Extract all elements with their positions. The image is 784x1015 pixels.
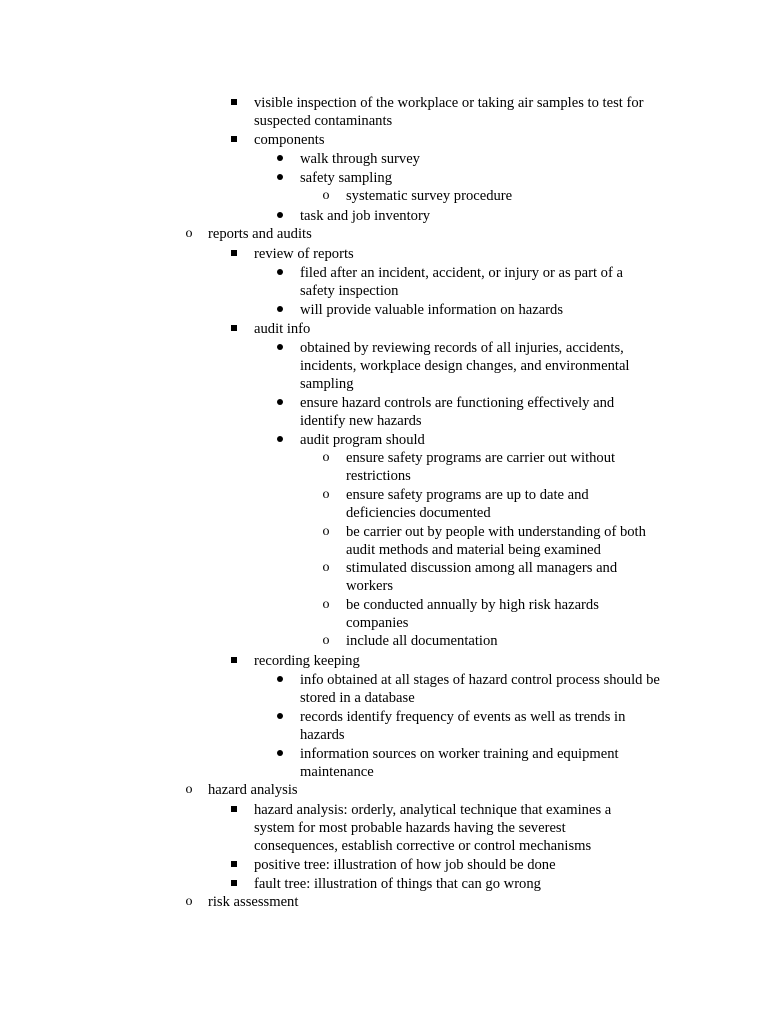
square-bullet-icon	[228, 856, 240, 874]
square-bullet-icon	[228, 245, 240, 263]
list-item: recording keeping	[254, 653, 360, 669]
disc-bullet-icon	[274, 207, 286, 225]
square-bullet-icon	[228, 94, 240, 112]
list-item: risk assessment	[208, 894, 299, 910]
list-item: review of reports	[254, 246, 354, 262]
disc-bullet-icon	[274, 169, 286, 187]
square-bullet-icon	[228, 131, 240, 149]
list-item: safety sampling	[300, 170, 393, 186]
list-item: systematic survey procedure	[346, 188, 513, 204]
square-bullet-icon	[228, 801, 240, 819]
list-item: audit info	[254, 321, 311, 337]
list-item: reports and audits	[208, 226, 312, 242]
list-item: walk through survey	[300, 151, 420, 167]
list-item: hazard analysis: orderly, analytical technique that examines a system for most probable hazards having the severest consequences, establish corrective or control mechanisms	[254, 802, 612, 854]
disc-bullet-icon	[274, 671, 286, 689]
list-item: filed after an incident, accident, or injury or as part of a safety inspection	[300, 265, 623, 299]
list-item: information sources on worker training and equipment maintenance	[300, 746, 619, 780]
list-item: visible inspection of the workplace or taking air samples to test for suspected contaminants	[254, 95, 644, 129]
list-item: task and job inventory	[300, 208, 431, 224]
circle-bullet-icon: o	[322, 487, 330, 502]
disc-bullet-icon	[274, 264, 286, 282]
list-item: audit program should	[300, 432, 425, 448]
disc-bullet-icon	[274, 394, 286, 412]
disc-bullet-icon	[274, 708, 286, 726]
list-item: info obtained at all stages of hazard control process should be stored in a database	[300, 672, 660, 706]
list-item: ensure safety programs are up to date and deficiencies documented	[346, 487, 589, 521]
list-item: be conducted annually by high risk hazards companies	[346, 597, 599, 631]
list-item: hazard analysis	[208, 782, 298, 798]
square-bullet-icon	[228, 320, 240, 338]
list-item: include all documentation	[346, 633, 498, 649]
list-item: ensure safety programs are carrier out without restrictions	[346, 450, 616, 484]
disc-bullet-icon	[274, 150, 286, 168]
list-item: stimulated discussion among all managers and workers	[346, 560, 618, 594]
circle-bullet-icon: o	[322, 188, 330, 203]
circle-bullet-icon: o	[185, 782, 193, 797]
disc-bullet-icon	[274, 745, 286, 763]
disc-bullet-icon	[274, 431, 286, 449]
list-item: positive tree: illustration of how job should be done	[254, 857, 556, 873]
circle-bullet-icon: o	[185, 226, 193, 241]
circle-bullet-icon: o	[322, 560, 330, 575]
circle-bullet-icon: o	[322, 597, 330, 612]
circle-bullet-icon: o	[322, 450, 330, 465]
list-item: components	[254, 132, 325, 148]
square-bullet-icon	[228, 875, 240, 893]
disc-bullet-icon	[274, 301, 286, 319]
circle-bullet-icon: o	[322, 633, 330, 648]
list-item: obtained by reviewing records of all injuries, accidents, incidents, workplace design changes, and environmental sampling	[300, 340, 630, 392]
list-item: ensure hazard controls are functioning effectively and identify new hazards	[300, 395, 615, 429]
circle-bullet-icon: o	[185, 894, 193, 909]
square-bullet-icon	[228, 652, 240, 670]
list-item: fault tree: illustration of things that can go wrong	[254, 876, 541, 892]
list-item: be carrier out by people with understanding of both audit methods and material being examined	[346, 524, 646, 558]
list-item: will provide valuable information on hazards	[300, 302, 564, 318]
circle-bullet-icon: o	[322, 524, 330, 539]
list-item: records identify frequency of events as well as trends in hazards	[300, 709, 626, 743]
disc-bullet-icon	[274, 339, 286, 357]
